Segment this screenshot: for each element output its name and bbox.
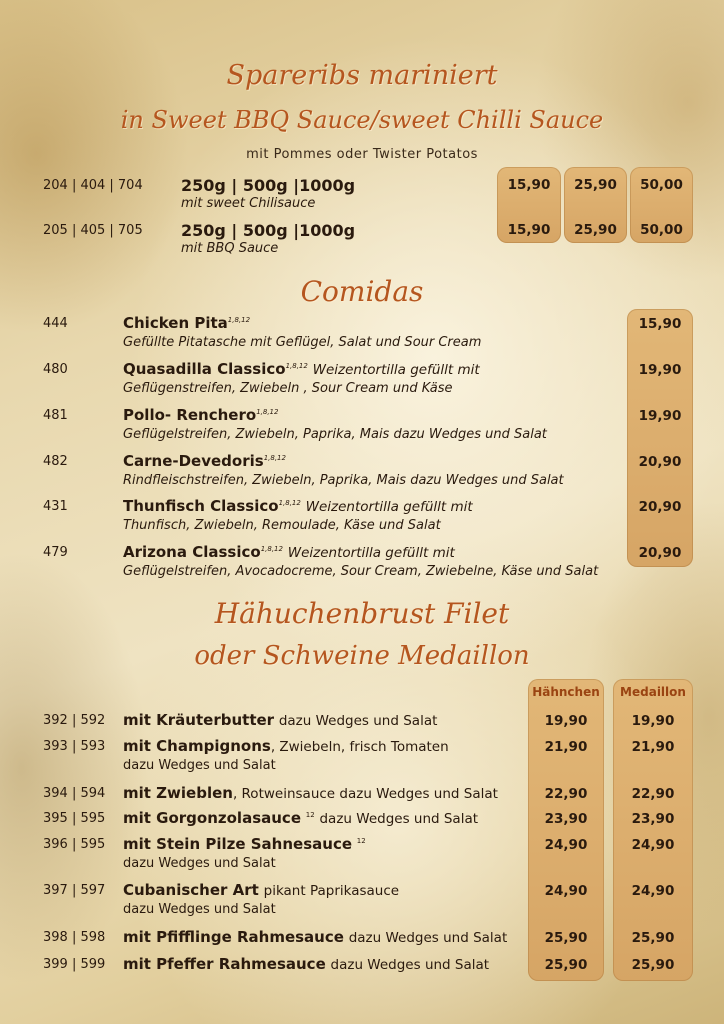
price-haehnchen: 24,90 bbox=[544, 883, 588, 899]
price-haehnchen: 25,90 bbox=[544, 957, 588, 973]
item-price: 19,90 bbox=[638, 408, 682, 424]
item-price: 19,90 bbox=[638, 362, 682, 378]
price-medaillon: 22,90 bbox=[631, 786, 675, 802]
column-header-haehnchen: Hähnchen bbox=[532, 685, 600, 699]
spareribs-heading-line2: in Sweet BBQ Sauce/sweet Chilli Sauce bbox=[120, 106, 604, 134]
column-header-medaillon: Medaillon bbox=[620, 685, 686, 699]
item-number: 394 | 594 bbox=[43, 786, 106, 801]
item-title: mit Zwieblen, Rotweinsauce dazu Wedges und Salat bbox=[123, 784, 498, 802]
item-title: 250g | 500g |1000g bbox=[181, 176, 356, 195]
item-description: Geflügelstreifen, Zwiebeln, Paprika, Mais dazu Wedges und Salat bbox=[123, 427, 547, 442]
item-title: mit Gorgonzolasauce $^{12}$ dazu Wedges und Salat bbox=[123, 809, 479, 827]
item-price: 15,90 bbox=[638, 316, 682, 332]
item-title: mit Stein Pilze Sahnesauce $^{12}$ bbox=[123, 835, 366, 853]
price-1000g: 50,00 bbox=[640, 222, 683, 238]
price-medaillon: 23,90 bbox=[631, 811, 675, 827]
price-500g: 25,90 bbox=[574, 222, 617, 238]
item-number: 395 | 595 bbox=[43, 811, 106, 826]
item-title: Chicken Pita$^{1,8,12}$ bbox=[123, 314, 251, 332]
item-description: mit BBQ Sauce bbox=[181, 241, 279, 256]
item-price: 20,90 bbox=[638, 499, 682, 515]
item-description: Geflügelstreifen, Avocadocreme, Sour Cream, Zwiebelne, Käse und Salat bbox=[123, 564, 599, 579]
item-title: mit Pfeffer Rahmesauce dazu Wedges und Salat bbox=[123, 955, 490, 973]
item-number: 481 bbox=[43, 408, 68, 423]
item-description: Geflügenstreifen, Zwiebeln , Sour Cream und Käse bbox=[123, 381, 453, 396]
item-title: Quasadilla Classico$^{1,8,12}$ Weizentortilla gefüllt mit bbox=[123, 360, 480, 378]
price-haehnchen: 23,90 bbox=[544, 811, 588, 827]
item-title: mit Pfifflinge Rahmesauce dazu Wedges und Salat bbox=[123, 928, 508, 946]
price-250g: 15,90 bbox=[507, 177, 551, 193]
price-medaillon: 25,90 bbox=[631, 957, 675, 973]
spareribs-heading-line1: Spareribs mariniert bbox=[226, 60, 498, 91]
price-haehnchen: 24,90 bbox=[544, 837, 588, 853]
price-haehnchen: 21,90 bbox=[544, 739, 588, 755]
item-description: Thunfisch, Zwiebeln, Remoulade, Käse und Salat bbox=[123, 518, 441, 533]
item-title: Arizona Classico$^{1,8,12}$ Weizentortilla gefüllt mit bbox=[123, 543, 455, 561]
comidas-heading: Comidas bbox=[300, 275, 424, 308]
item-price: 20,90 bbox=[638, 454, 682, 470]
item-number: 392 | 592 bbox=[43, 713, 106, 728]
price-medaillon: 19,90 bbox=[631, 713, 675, 729]
price-medaillon: 24,90 bbox=[631, 883, 675, 899]
item-number: 444 bbox=[43, 316, 68, 331]
comidas-price-column bbox=[627, 309, 693, 567]
item-description: dazu Wedges und Salat bbox=[123, 902, 276, 917]
price-medaillon: 24,90 bbox=[631, 837, 675, 853]
item-title: Cubanischer Art pikant Paprikasauce bbox=[123, 881, 400, 899]
price-250g: 15,90 bbox=[507, 222, 551, 238]
item-number: 482 bbox=[43, 454, 68, 469]
item-number: 205 | 405 | 705 bbox=[43, 223, 143, 238]
filet-heading-line1: Hähuchenbrust Filet bbox=[214, 597, 510, 630]
item-description: dazu Wedges und Salat bbox=[123, 758, 276, 773]
item-description: mit sweet Chilisauce bbox=[181, 196, 316, 211]
item-number: 399 | 599 bbox=[43, 957, 106, 972]
item-title: Pollo- Renchero$^{1,8,12}$ bbox=[123, 406, 279, 424]
item-number: 397 | 597 bbox=[43, 883, 106, 898]
price-1000g: 50,00 bbox=[640, 177, 683, 193]
price-haehnchen: 22,90 bbox=[544, 786, 588, 802]
item-description: dazu Wedges und Salat bbox=[123, 856, 276, 871]
price-500g: 25,90 bbox=[574, 177, 617, 193]
filet-heading-line2: oder Schweine Medaillon bbox=[194, 641, 530, 671]
item-number: 396 | 595 bbox=[43, 837, 106, 852]
spareribs-subtitle: mit Pommes oder Twister Potatos bbox=[246, 147, 478, 162]
item-description: Rindfleischstreifen, Zwiebeln, Paprika, Mais dazu Wedges und Salat bbox=[123, 473, 564, 488]
item-title: 250g | 500g |1000g bbox=[181, 221, 356, 240]
item-number: 204 | 404 | 704 bbox=[43, 178, 143, 193]
item-number: 480 bbox=[43, 362, 68, 377]
price-haehnchen: 25,90 bbox=[544, 930, 588, 946]
item-number: 479 bbox=[43, 545, 68, 560]
price-haehnchen: 19,90 bbox=[544, 713, 588, 729]
price-medaillon: 21,90 bbox=[631, 739, 675, 755]
item-title: mit Champignons, Zwiebeln, frisch Tomaten bbox=[123, 737, 449, 755]
item-description: Gefüllte Pitatasche mit Geflügel, Salat und Sour Cream bbox=[123, 335, 482, 350]
item-title: mit Kräuterbutter dazu Wedges und Salat bbox=[123, 711, 438, 729]
item-number: 393 | 593 bbox=[43, 739, 106, 754]
item-price: 20,90 bbox=[638, 545, 682, 561]
item-title: Carne-Devedoris$^{1,8,12}$ bbox=[123, 452, 286, 470]
price-medaillon: 25,90 bbox=[631, 930, 675, 946]
item-number: 431 bbox=[43, 499, 68, 514]
item-number: 398 | 598 bbox=[43, 930, 106, 945]
item-title: Thunfisch Classico$^{1,8,12}$ Weizentortilla gefüllt mit bbox=[123, 497, 473, 515]
